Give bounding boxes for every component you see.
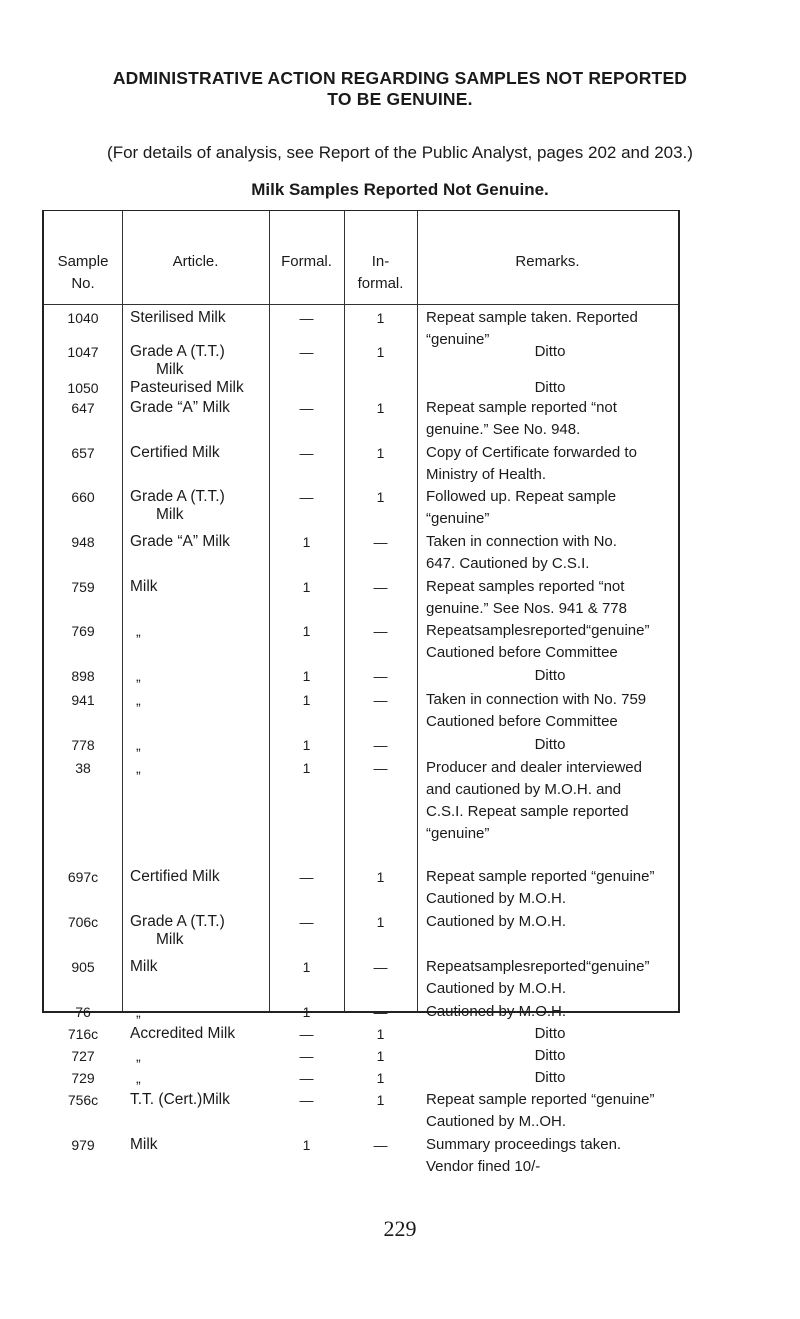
article-cell bbox=[130, 868, 266, 886]
formal-count: 1 bbox=[302, 692, 311, 708]
remarks-cell bbox=[426, 397, 674, 441]
article-line: Milk bbox=[156, 506, 184, 523]
remarks-cell bbox=[426, 620, 674, 664]
informal-count: 1 bbox=[376, 400, 385, 416]
article-line: Certified Milk bbox=[130, 868, 220, 885]
remarks-cell bbox=[426, 734, 674, 756]
article-cell bbox=[130, 667, 266, 685]
sample-number: 905 bbox=[71, 959, 95, 975]
informal-count: 1 bbox=[376, 344, 385, 360]
sample-number: 727 bbox=[71, 1048, 95, 1064]
column-divider bbox=[269, 211, 270, 1011]
header-informal-line-2: formal. bbox=[357, 275, 404, 292]
remarks-cell bbox=[426, 576, 674, 620]
remarks-line: Ditto bbox=[534, 1025, 566, 1042]
article-line: Milk bbox=[130, 958, 158, 975]
remarks-line: Taken in connection with No. bbox=[426, 533, 617, 550]
formal-count: — bbox=[299, 869, 314, 885]
header-informal bbox=[344, 251, 417, 295]
article-cell bbox=[130, 1069, 266, 1087]
sample-number: 756c bbox=[67, 1092, 99, 1108]
remarks-line: Repeat sample taken. Reported bbox=[426, 309, 638, 326]
remarks-cell bbox=[426, 689, 674, 733]
remarks-line: genuine.” See No. 948. bbox=[426, 421, 581, 438]
remarks-line: Summary proceedings taken. bbox=[426, 1136, 622, 1153]
article-line: Pasteurised Milk bbox=[130, 379, 244, 396]
remarks-line: genuine.” See Nos. 941 & 778 bbox=[426, 600, 627, 617]
remarks-line: Taken in connection with No. 759 bbox=[426, 691, 647, 708]
article-line: Grade A (T.T.) bbox=[130, 913, 225, 930]
remarks-cell bbox=[426, 1001, 674, 1023]
article-cell bbox=[130, 309, 266, 327]
formal-count: — bbox=[299, 344, 314, 360]
sample-number: 660 bbox=[71, 489, 95, 505]
article-line: Milk bbox=[130, 578, 158, 595]
article-line: Milk bbox=[156, 931, 184, 948]
formal-count: 1 bbox=[302, 623, 311, 639]
page-title-line-1: ADMINISTRATIVE ACTION REGARDING SAMPLES NOT REPORTED bbox=[112, 68, 688, 88]
sample-number: 1047 bbox=[67, 344, 99, 360]
remarks-line: Cautioned by M.O.H. bbox=[426, 980, 567, 997]
remarks-line: Repeat sample reported “not bbox=[426, 399, 617, 416]
sample-number: 697c bbox=[67, 869, 99, 885]
header-sample-no bbox=[44, 251, 122, 295]
remarks-line: and cautioned by M.O.H. and bbox=[426, 781, 622, 798]
remarks-line: Ditto bbox=[534, 736, 566, 753]
ditto-mark: „ bbox=[136, 760, 141, 776]
page-number: 229 bbox=[383, 1216, 417, 1241]
article-cell bbox=[130, 1047, 266, 1065]
sample-number: 778 bbox=[71, 737, 95, 753]
informal-count: — bbox=[373, 737, 388, 753]
remarks-cell bbox=[426, 1023, 674, 1045]
remarks-line: 647. Cautioned by C.S.I. bbox=[426, 555, 590, 572]
sample-number: 716c bbox=[67, 1026, 99, 1042]
page-title-line-2: TO BE GENUINE. bbox=[327, 89, 473, 109]
article-cell bbox=[130, 533, 266, 551]
informal-count: 1 bbox=[376, 489, 385, 505]
remarks-line: Ditto bbox=[534, 379, 566, 396]
sample-number: 647 bbox=[71, 400, 95, 416]
remarks-line: Repeat sample reported “genuine” bbox=[426, 868, 655, 885]
remarks-line: C.S.I. Repeat sample reported bbox=[426, 803, 629, 820]
ditto-mark: „ bbox=[136, 692, 141, 708]
header-divider bbox=[44, 304, 678, 305]
remarks-cell bbox=[426, 341, 674, 363]
formal-count: — bbox=[299, 1026, 314, 1042]
remarks-line: Repeatsamplesreported“genuine” bbox=[426, 622, 650, 639]
formal-count: 1 bbox=[302, 760, 311, 776]
formal-count: 1 bbox=[302, 668, 311, 684]
sample-number: 941 bbox=[71, 692, 95, 708]
article-cell bbox=[130, 488, 266, 524]
formal-count: 1 bbox=[302, 1004, 311, 1020]
sample-number: 1040 bbox=[67, 310, 99, 326]
sample-number: 1050 bbox=[67, 380, 99, 396]
remarks-cell bbox=[426, 956, 674, 1000]
remarks-cell bbox=[426, 757, 674, 845]
ditto-mark: „ bbox=[136, 1004, 141, 1020]
remarks-line: Ditto bbox=[534, 343, 566, 360]
remarks-line: Producer and dealer interviewed bbox=[426, 759, 642, 776]
sample-number: 706c bbox=[67, 914, 99, 930]
sample-number: 948 bbox=[71, 534, 95, 550]
ditto-mark: „ bbox=[136, 1070, 141, 1086]
article-cell bbox=[130, 1003, 266, 1021]
informal-count: — bbox=[373, 692, 388, 708]
article-line: Milk bbox=[156, 361, 184, 378]
formal-count: 1 bbox=[302, 1137, 311, 1153]
column-divider bbox=[122, 211, 123, 1011]
sample-number: 769 bbox=[71, 623, 95, 639]
formal-count: — bbox=[299, 445, 314, 461]
remarks-line: Cautioned before Committee bbox=[426, 644, 618, 661]
formal-count: — bbox=[299, 489, 314, 505]
sample-number: 38 bbox=[75, 760, 91, 776]
article-cell bbox=[130, 1091, 266, 1109]
remarks-line: Repeat sample reported “genuine” bbox=[426, 1091, 655, 1108]
article-cell bbox=[130, 759, 266, 777]
samples-table bbox=[42, 210, 680, 1175]
informal-count: — bbox=[373, 623, 388, 639]
article-line: Milk bbox=[130, 1136, 158, 1153]
remarks-line: Followed up. Repeat sample bbox=[426, 488, 617, 505]
article-cell bbox=[130, 1025, 266, 1043]
remarks-cell bbox=[426, 1067, 674, 1089]
remarks-line: Repeatsamplesreported“genuine” bbox=[426, 958, 650, 975]
informal-count: 1 bbox=[376, 1026, 385, 1042]
informal-count: 1 bbox=[376, 445, 385, 461]
sample-number: 898 bbox=[71, 668, 95, 684]
sample-number: 76 bbox=[75, 1004, 91, 1020]
article-cell bbox=[130, 578, 266, 596]
header-formal: Formal. bbox=[281, 253, 332, 270]
formal-count: — bbox=[299, 914, 314, 930]
informal-count: 1 bbox=[376, 1070, 385, 1086]
remarks-cell bbox=[426, 377, 674, 399]
article-line: Grade “A” Milk bbox=[130, 399, 230, 416]
article-cell bbox=[130, 913, 266, 949]
article-line: Grade A (T.T.) bbox=[130, 488, 225, 505]
article-cell bbox=[130, 691, 266, 709]
remarks-line: Cautioned by M.O.H. bbox=[426, 913, 567, 930]
sample-number: 759 bbox=[71, 579, 95, 595]
informal-count: — bbox=[373, 668, 388, 684]
remarks-line: Ditto bbox=[534, 1047, 566, 1064]
intro-note: (For details of analysis, see Report of the Public Analyst, pages 202 and 203.) bbox=[107, 143, 693, 162]
informal-count: 1 bbox=[376, 1048, 385, 1064]
remarks-cell bbox=[426, 1045, 674, 1067]
article-line: T.T. (Cert.)Milk bbox=[130, 1091, 230, 1108]
remarks-line: “genuine” bbox=[426, 331, 490, 348]
ditto-mark: „ bbox=[136, 1048, 141, 1064]
remarks-line: Cautioned before Committee bbox=[426, 713, 618, 730]
informal-count: 1 bbox=[376, 914, 385, 930]
formal-count: 1 bbox=[302, 737, 311, 753]
remarks-line: Ministry of Health. bbox=[426, 466, 547, 483]
remarks-line: Repeat samples reported “not bbox=[426, 578, 625, 595]
remarks-cell bbox=[426, 665, 674, 687]
formal-count: — bbox=[299, 1070, 314, 1086]
ditto-mark: „ bbox=[136, 668, 141, 684]
formal-count: — bbox=[299, 1092, 314, 1108]
article-cell bbox=[130, 736, 266, 754]
ditto-mark: „ bbox=[136, 623, 141, 639]
article-cell bbox=[130, 379, 266, 397]
article-line: Sterilised Milk bbox=[130, 309, 226, 326]
remarks-line: Cautioned by M.O.H. bbox=[426, 890, 567, 907]
header-informal-line-1: In- bbox=[371, 253, 390, 270]
remarks-line: “genuine” bbox=[426, 825, 490, 842]
article-cell bbox=[130, 444, 266, 462]
formal-count: — bbox=[299, 310, 314, 326]
article-line: Grade “A” Milk bbox=[130, 533, 230, 550]
formal-count: 1 bbox=[302, 534, 311, 550]
informal-count: — bbox=[373, 579, 388, 595]
remarks-line: Cautioned by M..OH. bbox=[426, 1113, 567, 1130]
header-article: Article. bbox=[172, 253, 219, 270]
remarks-line: Vendor fined 10/- bbox=[426, 1158, 541, 1175]
header-remarks: Remarks. bbox=[515, 253, 580, 270]
article-line: Certified Milk bbox=[130, 444, 220, 461]
column-divider bbox=[344, 211, 345, 1011]
remarks-cell bbox=[426, 911, 674, 933]
article-cell bbox=[130, 958, 266, 976]
formal-count: — bbox=[299, 1048, 314, 1064]
ditto-mark: „ bbox=[136, 737, 141, 753]
table-title: Milk Samples Reported Not Genuine. bbox=[251, 180, 549, 199]
formal-count: — bbox=[299, 400, 314, 416]
header-sample-no-line-2: No. bbox=[71, 275, 95, 292]
informal-count: — bbox=[373, 1004, 388, 1020]
column-divider bbox=[417, 211, 418, 1011]
formal-count: 1 bbox=[302, 579, 311, 595]
article-cell bbox=[130, 1136, 266, 1154]
remarks-cell bbox=[426, 531, 674, 575]
sample-number: 979 bbox=[71, 1137, 95, 1153]
informal-count: — bbox=[373, 760, 388, 776]
remarks-cell bbox=[426, 1089, 674, 1133]
remarks-cell bbox=[426, 1134, 674, 1178]
remarks-line: “genuine” bbox=[426, 510, 490, 527]
informal-count: 1 bbox=[376, 310, 385, 326]
informal-count: 1 bbox=[376, 1092, 385, 1108]
remarks-cell bbox=[426, 442, 674, 486]
formal-count: 1 bbox=[302, 959, 311, 975]
remarks-line: Copy of Certificate forwarded to bbox=[426, 444, 637, 461]
sample-number: 729 bbox=[71, 1070, 95, 1086]
remarks-line: Cautioned by M.O.H. bbox=[426, 1003, 567, 1020]
remarks-cell bbox=[426, 486, 674, 530]
remarks-cell bbox=[426, 866, 674, 910]
article-line: Grade A (T.T.) bbox=[130, 343, 225, 360]
article-cell bbox=[130, 622, 266, 640]
informal-count: — bbox=[373, 534, 388, 550]
article-cell bbox=[130, 399, 266, 417]
article-line: Accredited Milk bbox=[130, 1025, 236, 1042]
informal-count: 1 bbox=[376, 869, 385, 885]
informal-count: — bbox=[373, 959, 388, 975]
sample-number: 657 bbox=[71, 445, 95, 461]
article-cell bbox=[130, 343, 266, 379]
remarks-line: Ditto bbox=[534, 667, 566, 684]
header-sample-no-line-1: Sample bbox=[57, 253, 109, 270]
remarks-line: Ditto bbox=[534, 1069, 566, 1086]
informal-count: — bbox=[373, 1137, 388, 1153]
